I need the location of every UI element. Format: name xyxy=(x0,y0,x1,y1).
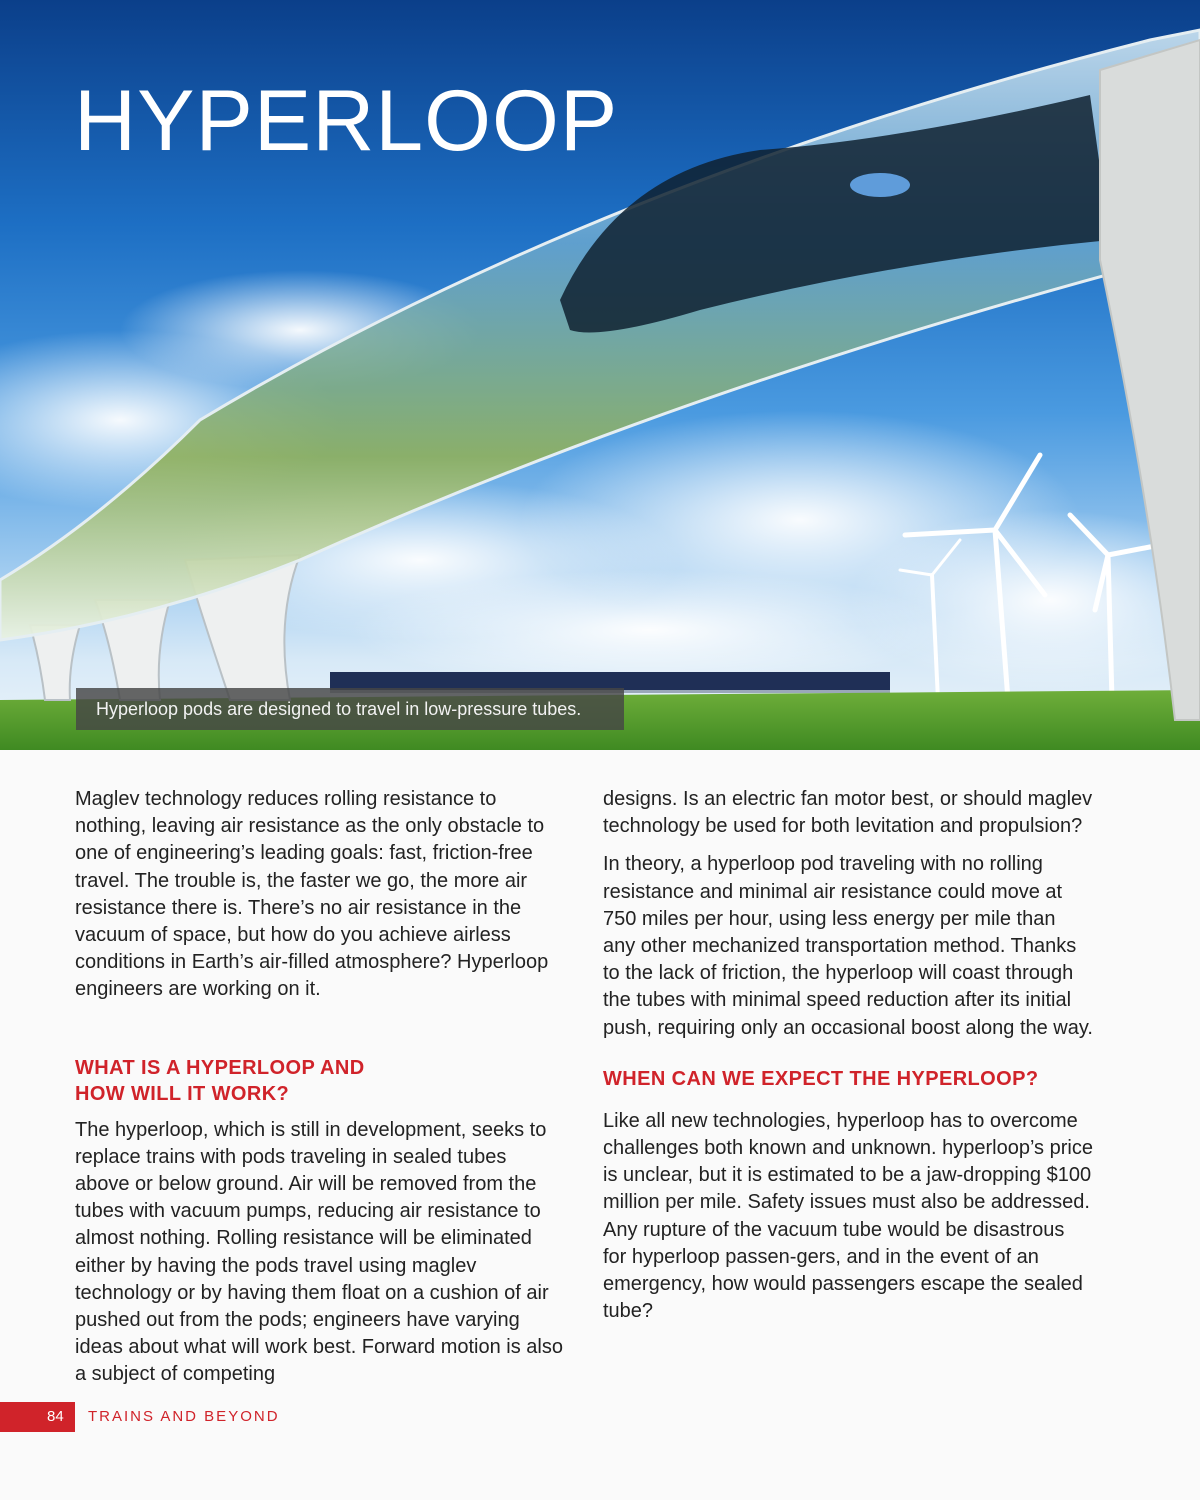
theory-paragraph: In theory, a hyperloop pod traveling with no rolling resistance and minimal air resistance could move at 750 miles per hour, using less energy per mile than any other mechanized transportation method. Thanks to the lack of friction, the hyperloop will coast through the tubes with minimal speed reduction after its initial push, requiring only an occasional boost along the way. xyxy=(603,853,1093,1039)
footer-section-title: TRAINS AND BEYOND xyxy=(88,1408,280,1425)
page-title: HYPERLOOP xyxy=(74,73,619,169)
left-column xyxy=(75,786,565,1389)
section-heading-when: WHEN CAN WE EXPECT THE HYPERLOOP? xyxy=(603,1067,1039,1090)
continuation-paragraph: designs. Is an electric fan motor best, or should maglev technology be used for both levitation and propulsion? xyxy=(603,788,1093,838)
section-heading-what-is xyxy=(75,1055,565,1107)
what-is-paragraph: The hyperloop, which is still in development, seeks to replace trains with pods traveling in sealed tubes above or below ground. Air will be removed from the tubes with vacuum pumps, reducing air resistance to almost nothing. Rolling resistance will be eliminated either by having the pods travel using maglev technology or by having them float on a cushion of air pushed out from the pods; engineers have varying ideas about what will work best. Forward motion is also a subject of competing xyxy=(75,1118,563,1386)
when-paragraph: Like all new technologies, hyperloop has to overcome challenges both known and unknown. hyperloop’s price is unclear, but it is estimated to be a jaw-dropping $100 million per mile. Safety issues must also be addressed. Any rupture of the vacuum tube would be disastrous for hyperloop passen-gers, and in the event of an emergency, how would passengers escape the sealed tube? xyxy=(603,1109,1093,1323)
section-heading-line1: WHAT IS A HYPERLOOP AND xyxy=(75,1056,365,1079)
image-caption: Hyperloop pods are designed to travel in low-pressure tubes. xyxy=(76,688,624,730)
section-heading-line2: HOW WILL IT WORK? xyxy=(75,1082,290,1105)
page-number: 84 xyxy=(47,1408,64,1425)
intro-paragraph: Maglev technology reduces rolling resistance to nothing, leaving air resistance as the only obstacle to one of engineering’s leading goals: fast, friction-free travel. The trouble is, the faster we go, the more air resistance there is. There’s no air resistance in the vacuum of space, but how do you achieve airless conditions in Earth’s air-filled atmosphere? Hyperloop engineers are working on it. xyxy=(75,788,549,1001)
right-column xyxy=(603,786,1093,1325)
footer-accent-bar xyxy=(0,1402,75,1432)
